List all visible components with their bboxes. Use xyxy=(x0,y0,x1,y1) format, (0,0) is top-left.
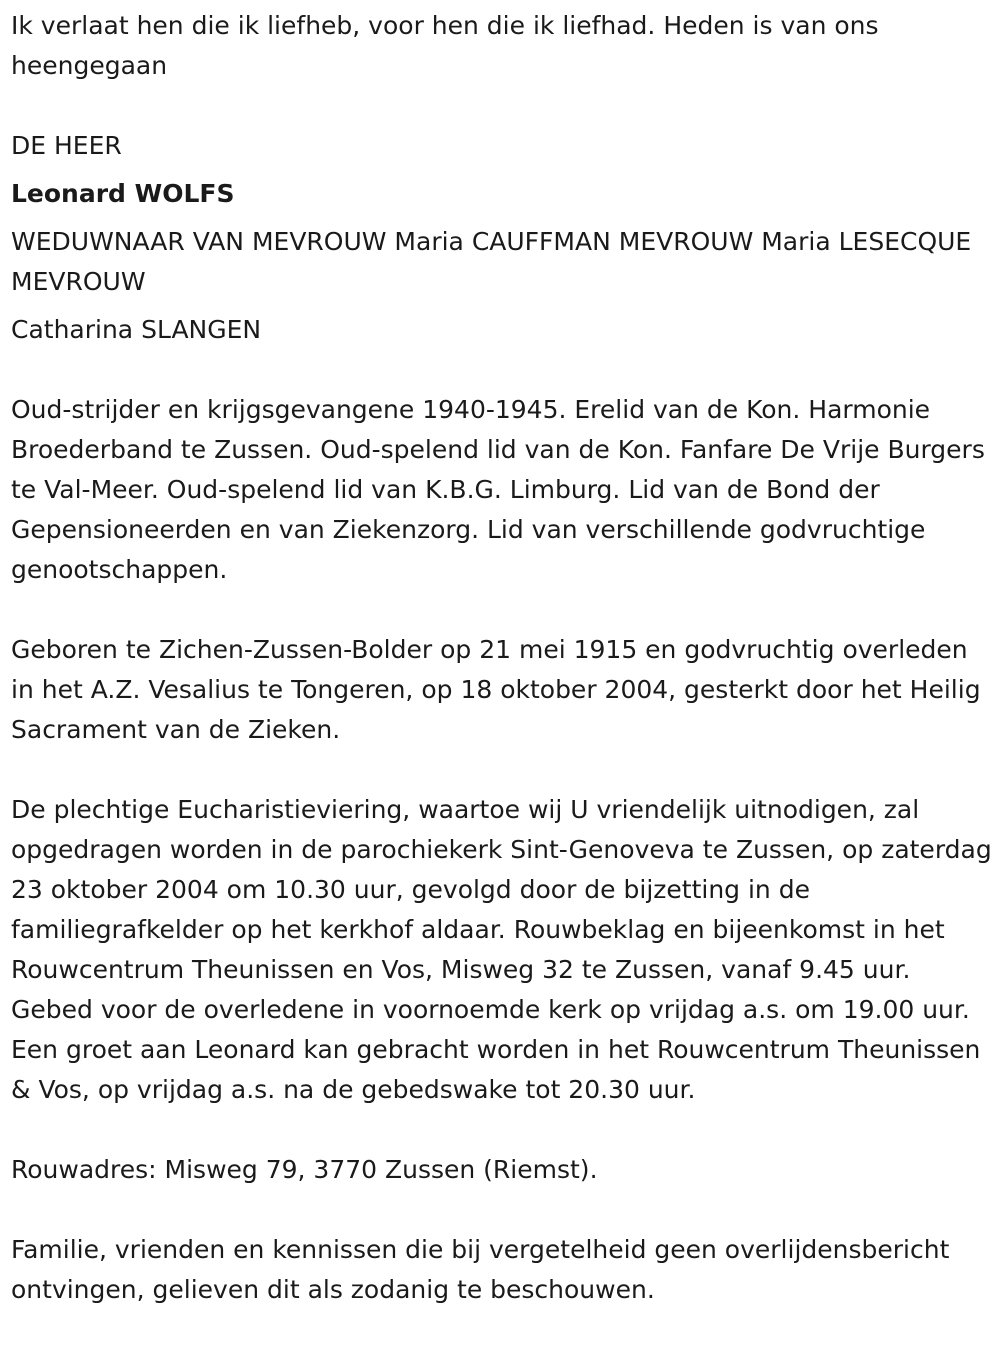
deceased-name: Leonard WOLFS xyxy=(11,179,235,208)
spacer xyxy=(11,350,996,390)
widower-line: WEDUWNAAR VAN MEVROUW Maria CAUFFMAN MEVROUW Maria LESECQUE MEVROUW xyxy=(11,227,972,296)
spacer xyxy=(11,214,996,222)
title-prefix: DE HEER xyxy=(11,131,122,160)
biography-paragraph: Oud-strijder en krijgsgevangene 1940-1945. Erelid van de Kon. Harmonie Broederband te Zussen. Oud-spelend lid van de Kon. Fanfare De Vrije Burgers te Val-Meer. Oud-spelend lid van K.B.G. Limburg. Lid van de Bond der Gepensioneerden en van Ziekenzorg. Lid van verschillende godvruchtige genootschappen. xyxy=(11,395,985,584)
birth-death-paragraph: Geboren te Zichen-Zussen-Bolder op 21 mei 1915 en godvruchtig overleden in het A.Z. Vesalius te Tongeren, op 18 oktober 2004, gesterkt door het Heilig Sacrament van de Zieken. xyxy=(11,635,981,744)
spacer xyxy=(11,86,996,126)
obituary-document xyxy=(11,6,996,1310)
widower-line-2: Catharina SLANGEN xyxy=(11,315,262,344)
spacer xyxy=(11,590,996,630)
spacer xyxy=(11,166,996,174)
intro-text: Ik verlaat hen die ik liefheb, voor hen die ik liefhad. Heden is van ons heengegaan xyxy=(11,11,879,80)
spacer xyxy=(11,1190,996,1230)
closing-paragraph: Familie, vrienden en kennissen die bij vergetelheid geen overlijdensbericht ontvingen, gelieven dit als zodanig te beschouwen. xyxy=(11,1235,950,1304)
address-paragraph: Rouwadres: Misweg 79, 3770 Zussen (Riemst). xyxy=(11,1155,598,1184)
spacer xyxy=(11,750,996,790)
ceremony-paragraph: De plechtige Eucharistieviering, waartoe wij U vriendelijk uitnodigen, zal opgedragen worden in de parochiekerk Sint-Genoveva te Zussen, op zaterdag 23 oktober 2004 om 10.30 uur, gevolgd door de bijzetting in de familiegrafkelder op het kerkhof aldaar. Rouwbeklag en bijeenkomst in het Rouwcentrum Theunissen en Vos, Misweg 32 te Zussen, vanaf 9.45 uur. Gebed voor de overledene in voornoemde kerk op vrijdag a.s. om 19.00 uur. Een groet aan Leonard kan gebracht worden in het Rouwcentrum Theunissen & Vos, op vrijdag a.s. na de gebedswake tot 20.30 uur. xyxy=(11,795,992,1104)
spacer xyxy=(11,302,996,310)
spacer xyxy=(11,1110,996,1150)
